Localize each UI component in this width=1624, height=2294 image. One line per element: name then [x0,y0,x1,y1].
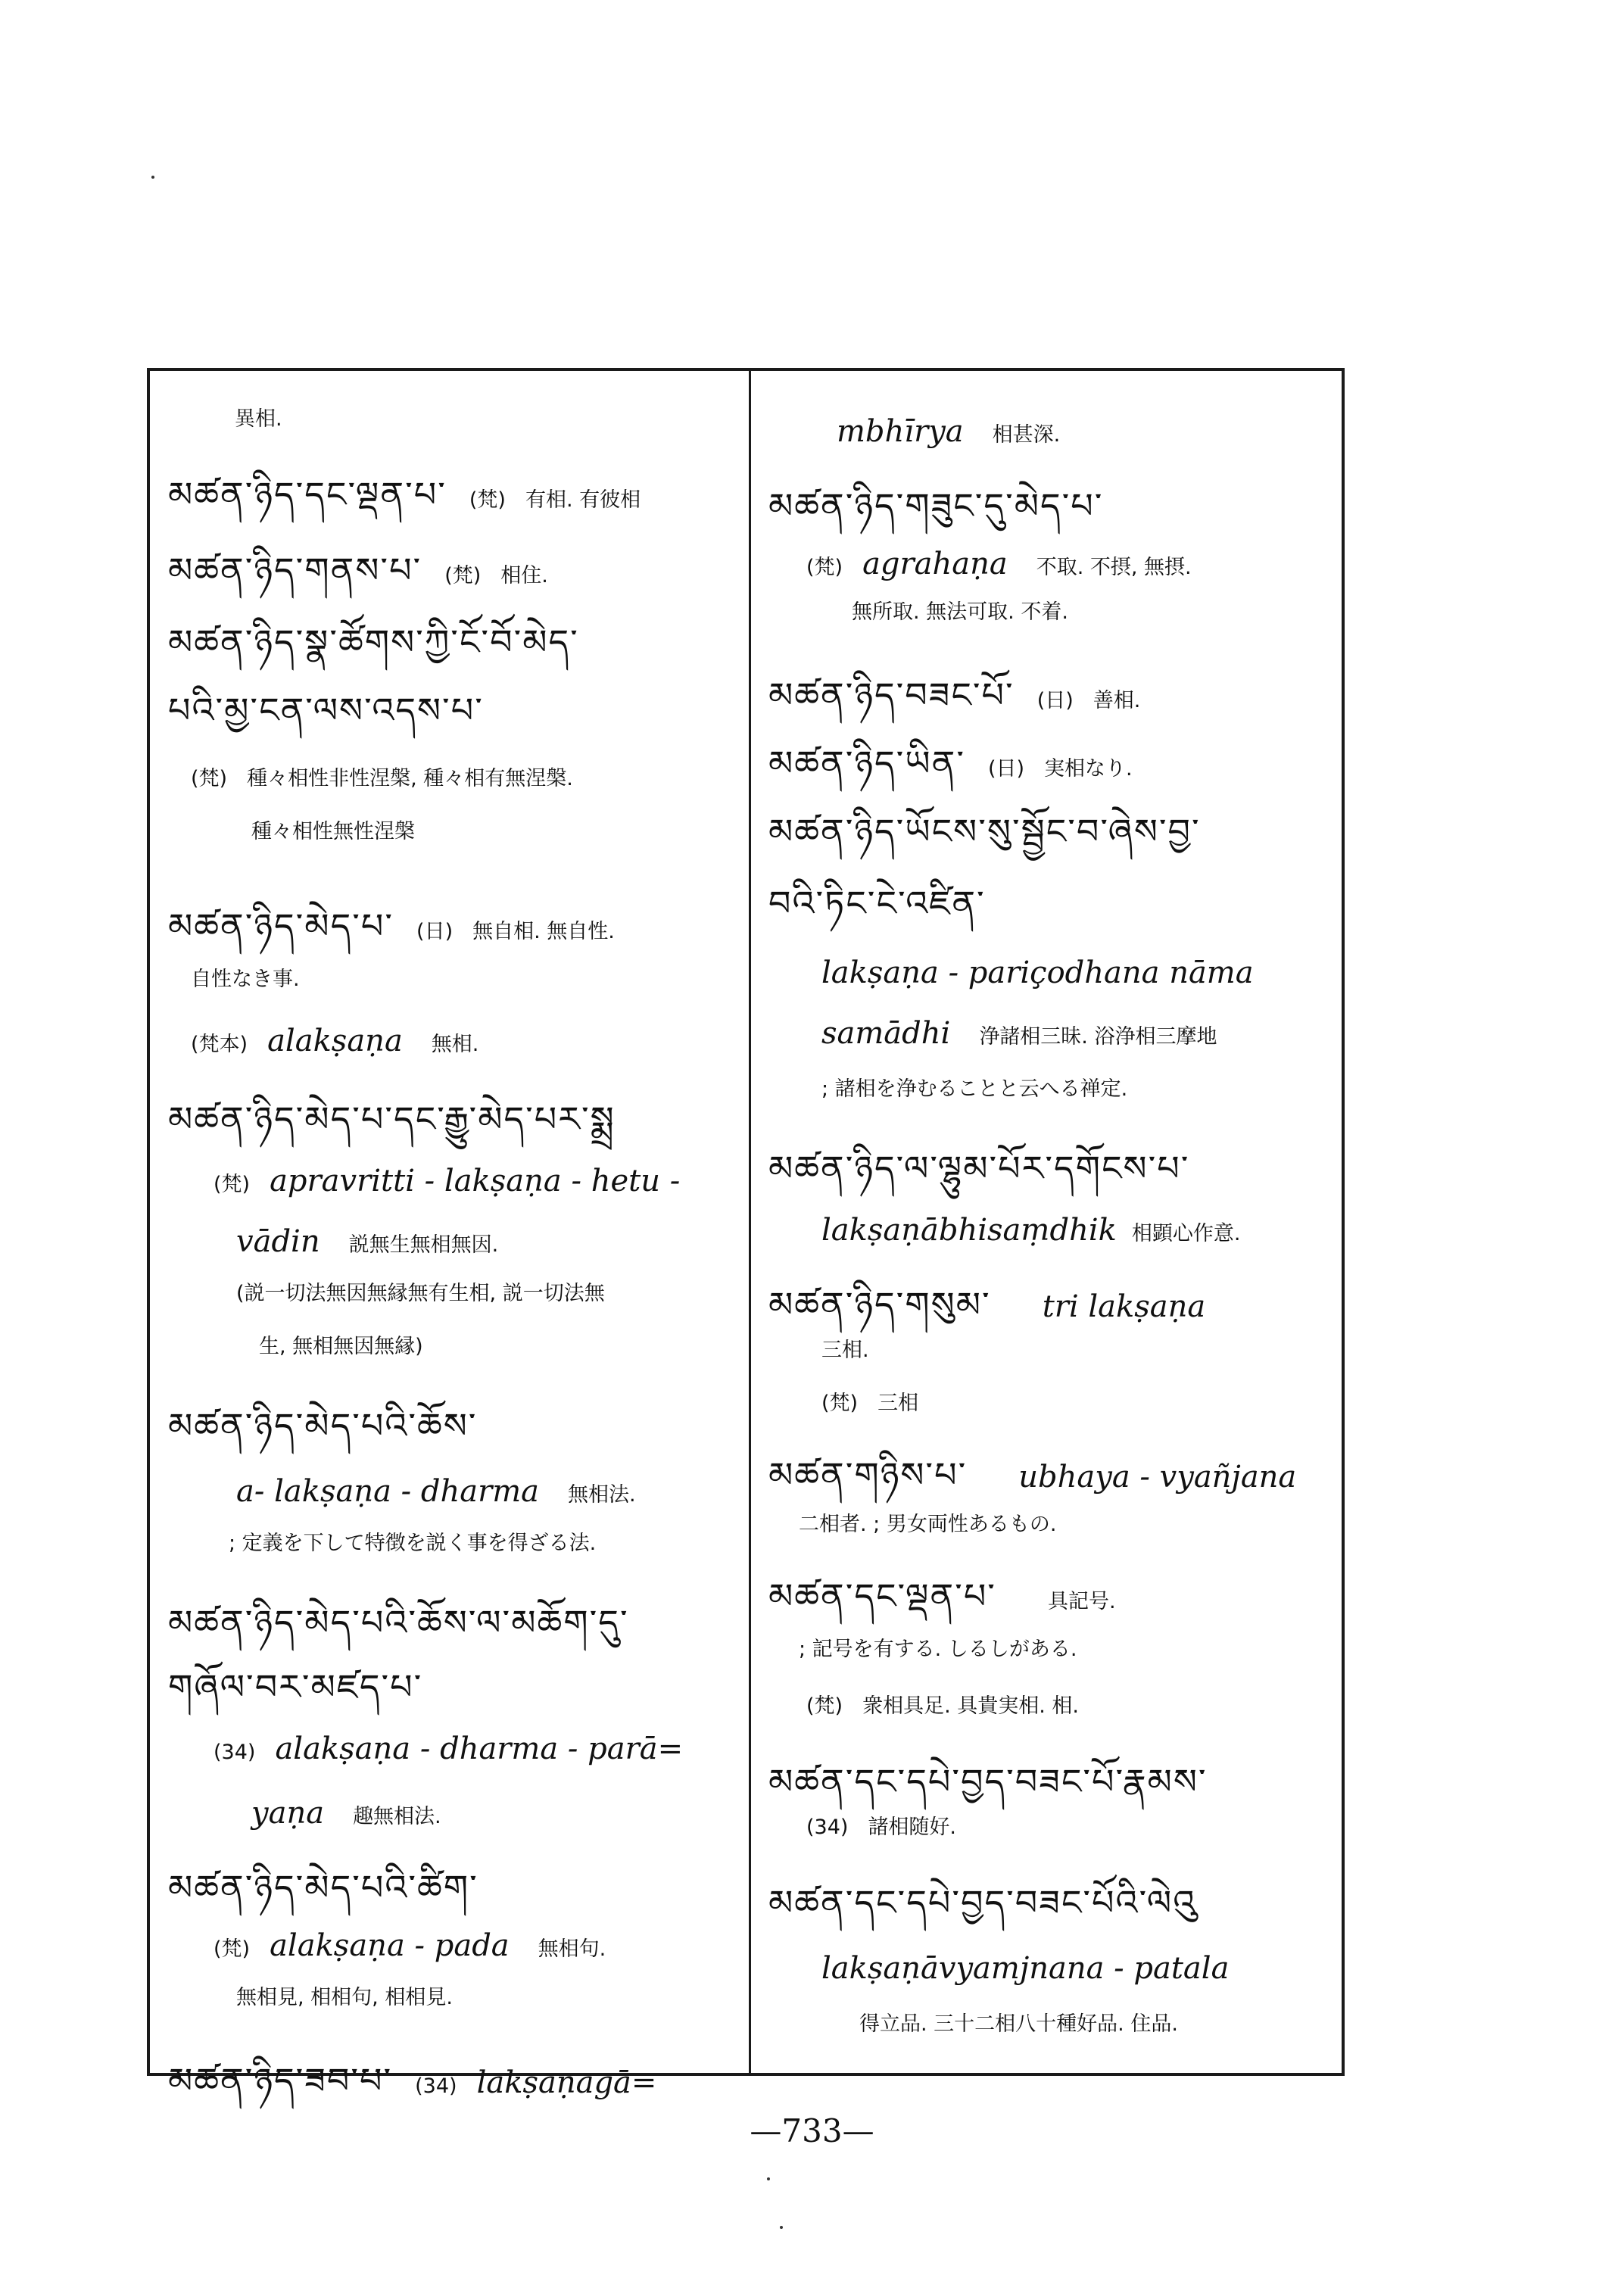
tibetan-headword: མཚན་ཉིད་མེད་པའི་ཆོས་ལ་མཆོག་དུ་ [168,1602,629,1643]
source-tag: (34) [214,1741,256,1764]
tibetan-headword: མཚན་ཉིད་དང་ལྡན་པ་ [168,474,447,515]
entry-line [168,690,484,731]
entry-line [768,1761,1208,1802]
tibetan-headword: བའི་ཏིང་ངེ་འཛིན་ [768,883,986,924]
entry-line [821,1018,1217,1049]
sanskrit-term: lakṣaṇagā= [476,2065,657,2100]
gloss-text: 無相法. [568,1483,636,1507]
entry-line [168,1666,423,1707]
gloss-text: 相住. [500,564,548,588]
gloss-text: 具記号. [1047,1590,1116,1613]
gloss-text: 得立品. 三十二相八十種好品. 住品. [859,2012,1178,2036]
gloss-text: 自性なき事. [191,968,300,991]
column-divider [749,368,751,2076]
source-tag: (梵) [469,488,506,512]
gloss-text: 実相なり. [1044,757,1133,781]
entry-line [191,768,573,789]
tibetan-headword: མཚན་ཉིད་ཟབ་པ་ [168,2060,393,2101]
gloss-text: 種々相性無性涅槃 [251,820,415,843]
sanskrit-term: apravritti - lakṣaṇa - hetu - [270,1164,681,1198]
tibetan-headword: མཚན་ཉིད་གསུམ་ [768,1284,991,1325]
tibetan-headword: མཚན་དང་དཔེ་བྱད་བཟང་པོ་རྣམས་ [768,1761,1208,1802]
entry-line [837,416,1060,447]
gloss-text: 説無生無相無因. [348,1233,499,1257]
entry-line [768,743,1133,784]
sanskrit-term: alakṣaṇa - dharma - parā= [275,1731,684,1766]
entry-line [168,1405,478,1446]
tibetan-headword: པའི་མྱ་ངན་ལས་འདས་པ་ [168,690,484,731]
gloss-text: 趣無相法. [353,1805,441,1828]
tibetan-headword: གཞོལ་བར་མཛད་པ་ [168,1666,423,1707]
entry-line [214,1928,606,1963]
sanskrit-term: a- lakṣaṇa - dharma [236,1474,539,1509]
entry-line [768,811,1201,852]
sanskrit-term: lakṣaṇābhisaṃdhik [821,1213,1117,1248]
gloss-text: 生, 無相無因無縁) [259,1335,423,1358]
page-number: —733— [750,2112,874,2149]
entry-line [229,1533,596,1554]
tibetan-headword: མཚན་ཉིད་ལ་ལྷུམ་པོར་དགོངས་པ་ [768,1148,1190,1189]
entry-line [259,1336,423,1357]
gloss-text: 三相. [821,1339,869,1362]
entry-line [821,1079,1127,1099]
entry-line [799,1639,1077,1660]
source-tag: (日) [416,920,454,943]
sanskrit-term: alakṣaṇa [267,1024,403,1058]
gloss-text: 無相. [431,1033,479,1056]
tibetan-headword: མཚན་ཉིད་མེད་པ་ [168,905,394,946]
gloss-text: ; 定義を下して特徴を説く事を得ざる法. [229,1532,597,1555]
scan-speck [767,2177,770,2180]
source-tag: (34) [415,2074,457,2098]
gloss-text: ; 記号を有する. しるしがある. [799,1638,1077,1661]
gloss-text: 三相 [877,1392,919,1415]
entry-line [236,1476,636,1507]
entry-line [859,2014,1178,2034]
gloss-text: 善相. [1093,689,1141,712]
entry-line [168,1602,629,1643]
entry-line [768,883,986,924]
tibetan-headword: མཚན་ཉིད་བཟང་པོ་ [768,675,1015,715]
entry-line [214,1166,680,1196]
gloss-text: 無所取. 無法可取. 不着. [852,600,1068,624]
entry-line [806,1696,1079,1716]
tibetan-headword: མཚན་ཉིད་ཡོངས་སུ་སྦྱོང་བ་ཞེས་བྱ་ [768,811,1201,852]
source-tag: (梵) [444,564,482,588]
source-tag: (梵本) [191,1033,248,1056]
source-tag: (日) [987,757,1025,781]
entry-line [168,1099,616,1139]
gloss-text: (説一切法無因無縁無有生相, 説一切法無 [236,1282,605,1305]
entry-line [168,622,579,662]
sanskrit-term: lakṣaṇa - pariçodhana nāma [821,955,1254,990]
entry-line [251,821,415,842]
entry-line [806,549,1192,579]
scan-speck [151,176,154,179]
gloss-text: 有相. 有彼相 [525,488,641,512]
sanskrit-term: agrahaṇa [862,547,1008,581]
gloss-text: 無相見, 相相句, 相相見. [236,1986,453,2009]
entry-line [768,1148,1190,1189]
entry-line [236,1283,605,1304]
sanskrit-term: mbhīrya [837,414,964,449]
tibetan-headword: མཚན་ཉིད་མེད་པ་དང་རྒྱུ་མེད་པར་སྨྲ [168,1099,616,1139]
entry-line [168,550,548,591]
source-tag: (梵) [806,1694,843,1718]
source-tag: (梵) [214,1937,251,1961]
entry-line [168,905,615,946]
tibetan-headword: མཚན་ཉིད་གཟུང་དུ་མེད་པ་ [768,485,1104,526]
sanskrit-term: ubhaya - vyañjana [1018,1460,1297,1495]
entry-line [852,602,1068,622]
gloss-text: 無自相. 無自性. [472,920,615,943]
entry-line [821,1213,1241,1248]
gloss-text: 浄諸相三昧. 浴浄相三摩地 [979,1025,1217,1049]
gloss-text: 相甚深. [992,423,1061,447]
entry-line [235,409,282,429]
sanskrit-term: lakṣaṇāvyamjnana - patala [821,1951,1230,1986]
tibetan-headword: མཚན་ཉིད་མེད་པའི་ཆོས་ [168,1405,478,1446]
gloss-text: 諸相随好. [868,1816,957,1839]
entry-line [168,1867,478,1908]
entry-line [768,1454,1297,1495]
sanskrit-term: alakṣaṇa - pada [270,1928,510,1963]
scan-speck [780,2226,783,2229]
entry-line [236,1226,498,1257]
gloss-text: 異相. [235,407,282,431]
tibetan-headword: མཚན་ཉིད་སྣ་ཚོགས་ཀྱི་ངོ་བོ་མེད་ [168,622,579,662]
tibetan-headword: མཚན་ཉིད་གནས་པ་ [168,550,422,591]
source-tag: (日) [1036,689,1074,712]
entry-line [214,1731,684,1766]
entry-line [168,474,641,515]
entry-line [768,1882,1198,1923]
gloss-text: 種々相性非性涅槃, 種々相有無涅槃. [247,767,573,790]
sanskrit-term: tri lakṣaṇa [1042,1289,1206,1324]
entry-line [191,1026,478,1056]
tibetan-headword: མཚན་གཉིས་པ་ [768,1454,968,1495]
entry-line [768,1576,1116,1616]
entry-line [821,1953,1229,1984]
entry-line [236,1987,453,2008]
gloss-text: 相顕心作意. [1131,1222,1241,1245]
tibetan-headword: མཚན་དང་ལྡན་པ་ [768,1576,996,1616]
source-tag: (梵) [191,767,228,790]
source-tag: (梵) [806,556,843,579]
entry-line [768,1284,1206,1325]
source-tag: (梵) [821,1392,859,1415]
gloss-text: 衆相具足. 具貴実相. 相. [862,1694,1079,1718]
sanskrit-term: yaṇa [251,1796,325,1831]
sanskrit-term: samādhi [821,1016,951,1051]
entry-line [821,955,1254,990]
source-tag: (梵) [214,1173,251,1196]
tibetan-headword: མཚན་དང་དཔེ་བྱད་བཟང་པོའི་ལེའུ [768,1882,1198,1923]
entry-line [768,675,1141,715]
entry-line [768,485,1104,526]
gloss-text: 二相者. ; 男女両性あるもの. [799,1513,1057,1536]
gloss-text: ; 諸相を浄むることと云へる禅定. [821,1077,1128,1101]
entry-line [821,1393,918,1413]
tibetan-headword: མཚན་ཉིད་མེད་པའི་ཚིག་ [168,1867,478,1908]
gloss-text: 無相句. [538,1937,606,1961]
entry-line [806,1817,956,1837]
entry-line [821,1340,869,1361]
sanskrit-term: vādin [236,1224,320,1259]
gloss-text: 不取. 不摂, 無摂. [1036,556,1192,579]
entry-line [168,2060,657,2101]
entry-line [191,969,300,990]
source-tag: (34) [806,1816,849,1839]
tibetan-headword: མཚན་ཉིད་ཡིན་ [768,743,965,784]
entry-line [251,1796,441,1831]
entry-line [799,1514,1056,1535]
